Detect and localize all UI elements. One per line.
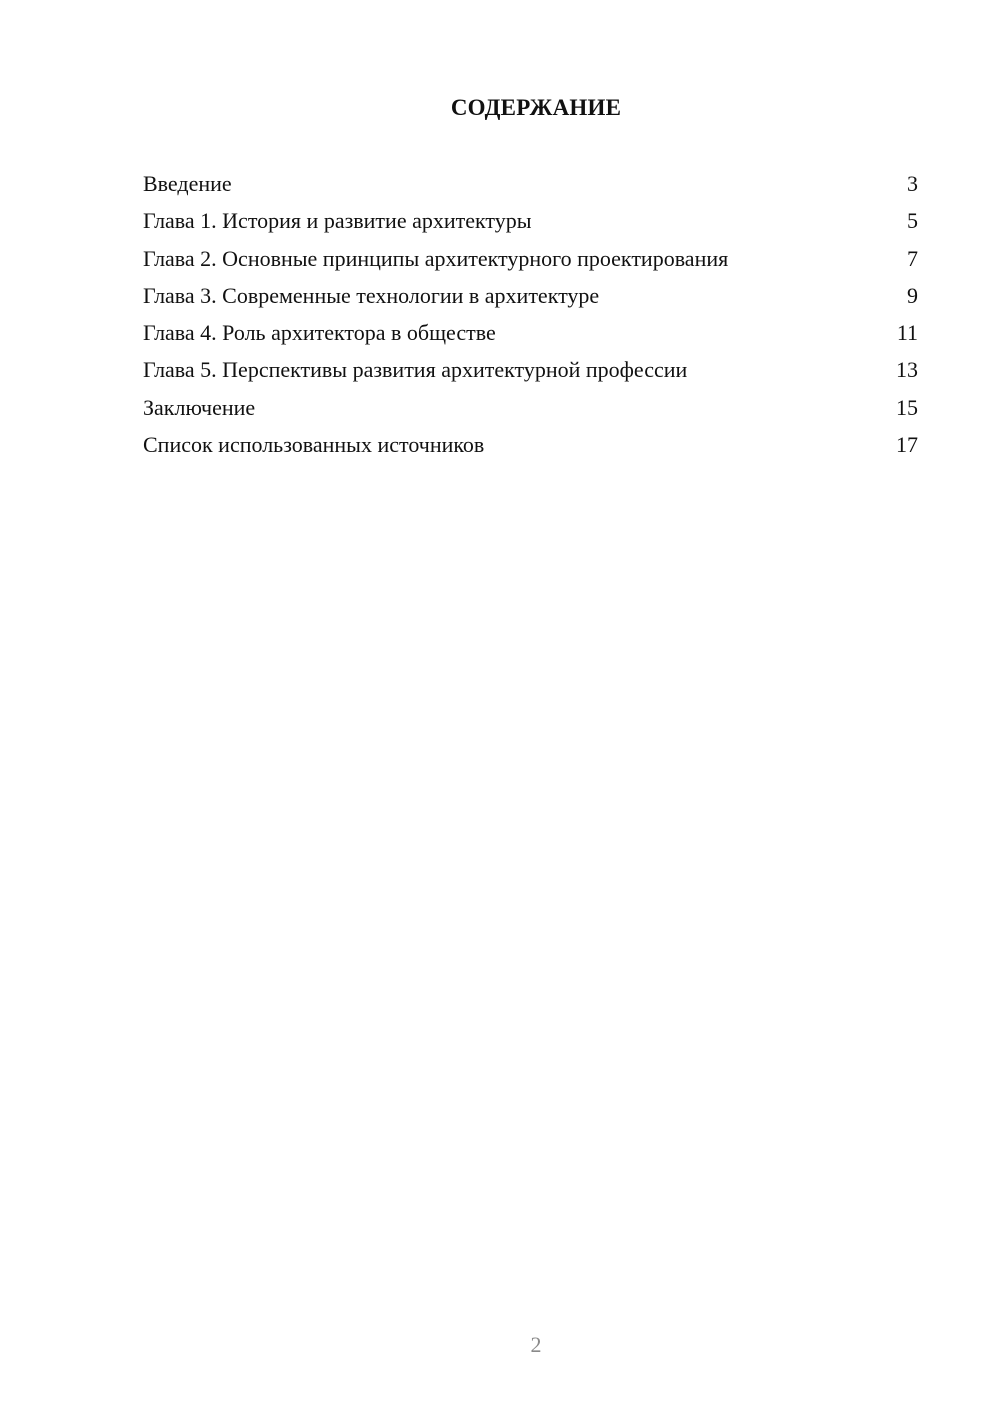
toc-item[interactable] xyxy=(143,355,918,392)
toc-item-text: Глава 5. Перспективы развития архитектурной профессии xyxy=(143,357,688,383)
toc-item[interactable] xyxy=(143,318,918,355)
toc-item-text: Список использованных источников xyxy=(143,432,485,458)
table-of-contents xyxy=(143,169,918,467)
toc-item[interactable] xyxy=(143,244,918,281)
toc-item[interactable] xyxy=(143,206,918,243)
toc-item-page: 13 xyxy=(896,357,918,383)
toc-item-page: 7 xyxy=(907,245,918,271)
toc-item-page: 3 xyxy=(907,171,918,196)
toc-item-text: Глава 3. Современные технологии в архитектуре xyxy=(143,282,600,308)
toc-item-text: Заключение xyxy=(143,394,256,420)
toc-title: СОДЕРЖАНИЕ xyxy=(450,95,622,120)
toc-item-page: 5 xyxy=(907,208,918,234)
toc-item[interactable] xyxy=(143,169,918,206)
toc-item-page: 11 xyxy=(896,320,918,346)
toc-item-page: 15 xyxy=(896,394,918,420)
toc-item-text: Введение xyxy=(143,171,232,196)
toc-item-text: Глава 4. Роль архитектора в обществе xyxy=(143,320,496,346)
toc-item-page: 17 xyxy=(896,432,918,458)
toc-item[interactable] xyxy=(143,393,918,430)
page-number: 2 xyxy=(530,1332,542,1357)
toc-item-text: Глава 2. Основные принципы архитектурного проектирования xyxy=(143,245,729,271)
toc-item[interactable] xyxy=(143,281,918,318)
toc-item-page: 9 xyxy=(907,282,918,308)
toc-item-text: Глава 1. История и развитие архитектуры xyxy=(143,208,532,234)
toc-item[interactable] xyxy=(143,430,918,467)
